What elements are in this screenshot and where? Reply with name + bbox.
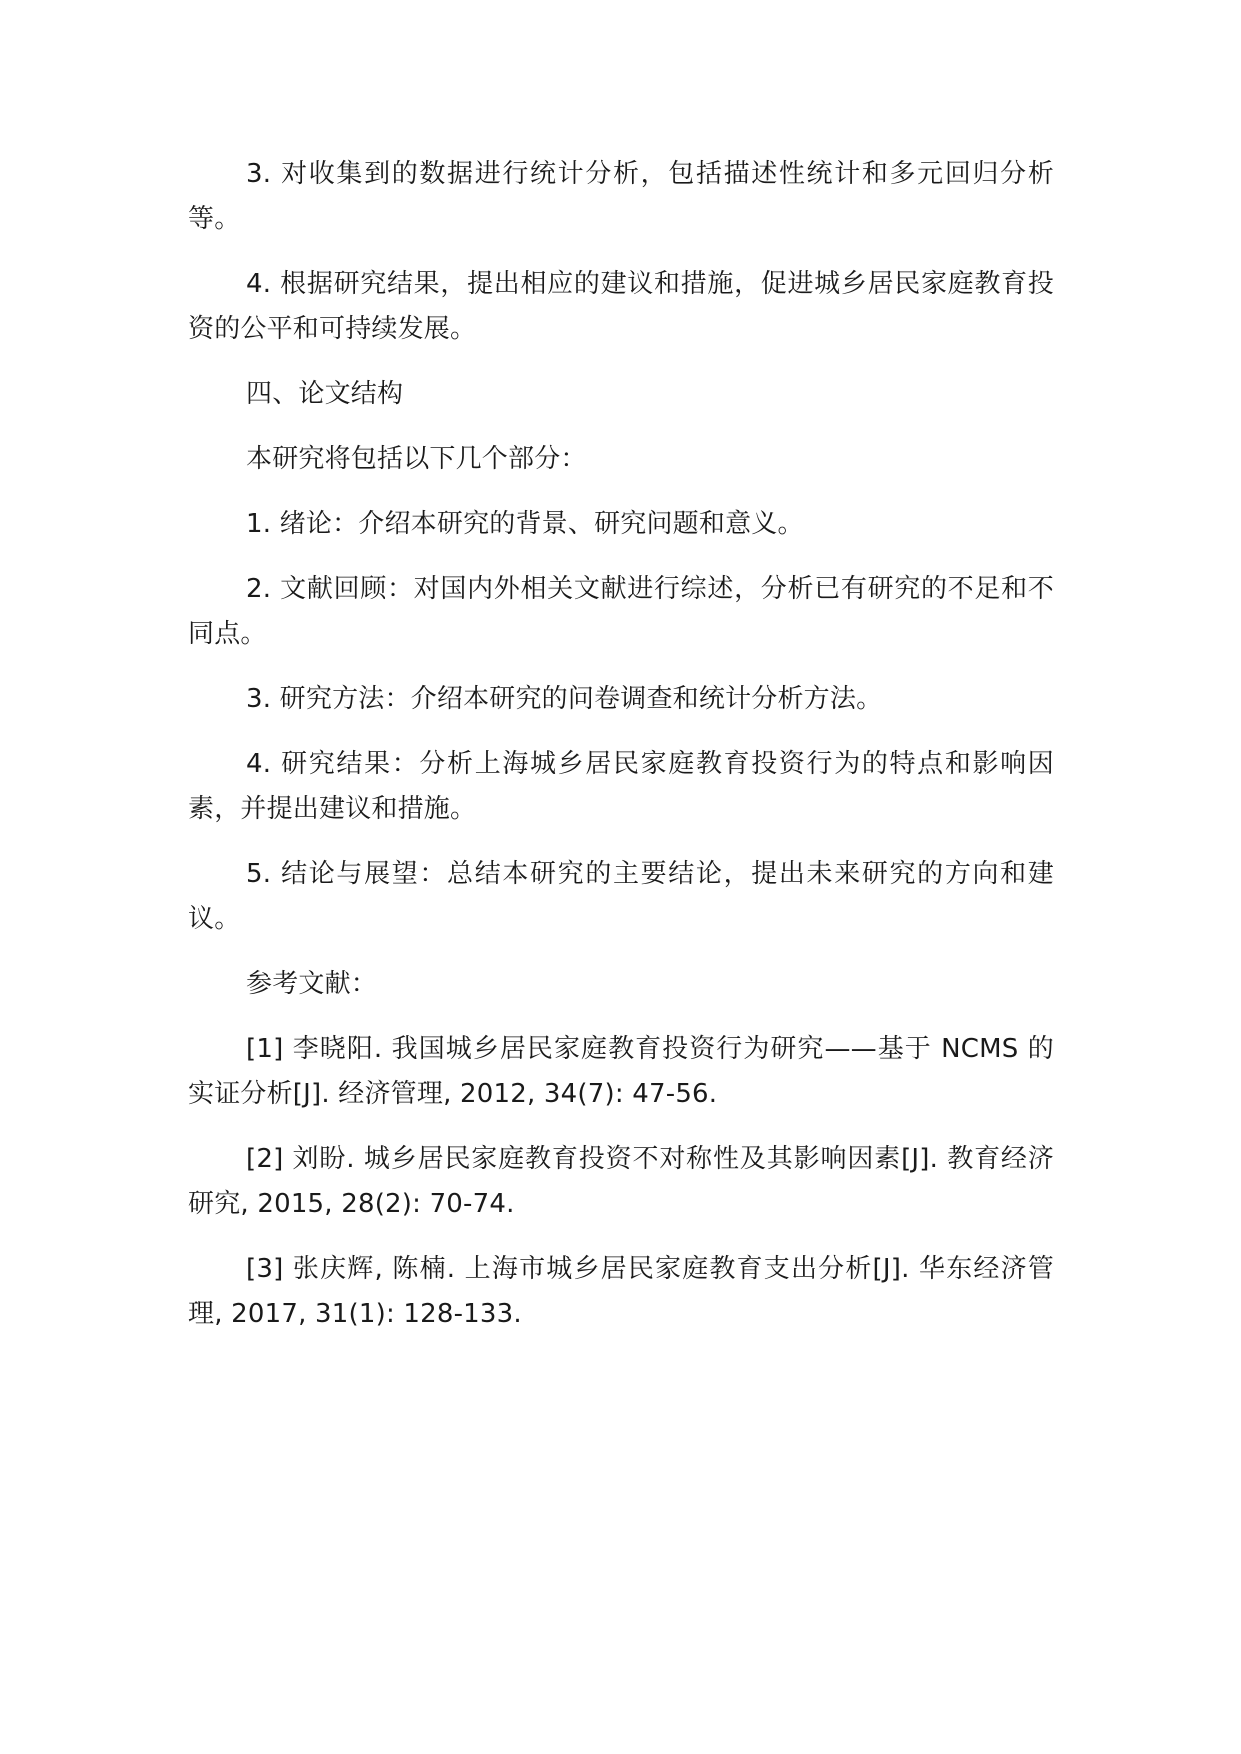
reference-item-3: [3] 张庆辉, 陈楠. 上海市城乡居民家庭教育支出分析[J]. 华东经济管理, 2017, 31(1): 128-133. <box>188 1254 1054 1329</box>
structure-item-results: 4. 研究结果：分析上海城乡居民家庭教育投资行为的特点和影响因素，并提出建议和措施。 <box>188 749 1054 824</box>
paragraph-step-4: 4. 根据研究结果，提出相应的建议和措施，促进城乡居民家庭教育投资的公平和可持续发展。 <box>188 269 1054 344</box>
reference-item-2: [2] 刘盼. 城乡居民家庭教育投资不对称性及其影响因素[J]. 教育经济研究, 2015, 28(2): 70-74. <box>188 1144 1054 1219</box>
structure-item-methods: 3. 研究方法：介绍本研究的问卷调查和统计分析方法。 <box>246 684 883 714</box>
document-body <box>188 152 1054 1357</box>
structure-item-introduction: 1. 绪论：介绍本研究的背景、研究问题和意义。 <box>246 509 804 539</box>
references-heading: 参考文献： <box>246 969 378 999</box>
paragraph-structure-intro: 本研究将包括以下几个部分： <box>246 444 587 474</box>
section-heading-structure: 四、论文结构 <box>246 379 404 409</box>
reference-item-1: [1] 李晓阳. 我国城乡居民家庭教育投资行为研究——基于 NCMS 的实证分析[J]. 经济管理, 2012, 34(7): 47-56. <box>188 1034 1054 1109</box>
structure-item-conclusion: 5. 结论与展望：总结本研究的主要结论，提出未来研究的方向和建议。 <box>188 859 1054 934</box>
structure-item-literature-review: 2. 文献回顾：对国内外相关文献进行综述，分析已有研究的不足和不同点。 <box>188 574 1054 649</box>
paragraph-step-3: 3. 对收集到的数据进行统计分析，包括描述性统计和多元回归分析等。 <box>188 159 1054 234</box>
